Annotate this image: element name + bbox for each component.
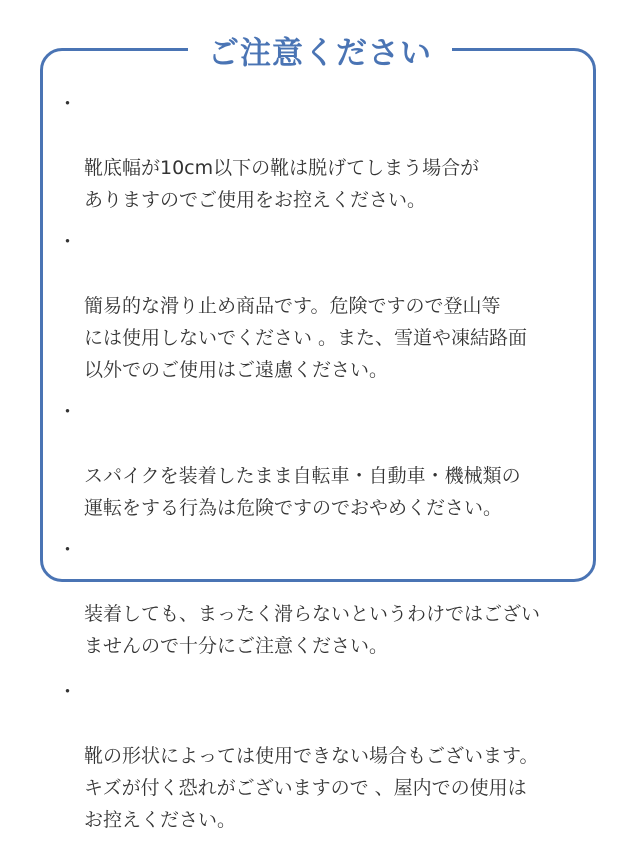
notice-item-3 <box>52 396 592 524</box>
bullet-icon: ・ <box>58 681 78 703</box>
notice-item-text: 靴の形状によっては使用できない場合もございます。 キズが付く恐れがございますので 、屋内での使用は お控えください。 <box>84 745 539 831</box>
notice-list <box>52 88 592 846</box>
bullet-icon: ・ <box>58 539 78 561</box>
notice-title: ご注意ください <box>188 28 452 73</box>
notice-item-text: スパイクを装着したまま自転車・自動車・機械類の 運転をする行為は危険ですのでおやめください。 <box>84 465 521 519</box>
notice-item-text: 装着しても、まったく滑らないというわけではござい ませんので十分にご注意ください。 <box>84 603 541 657</box>
notice-item-4 <box>52 534 592 662</box>
notice-item-text: 靴底幅が10cm以下の靴は脱げてしまう場合が ありますのでご使用をお控えください。 <box>84 157 480 211</box>
bullet-icon: ・ <box>58 231 78 253</box>
notice-item-1 <box>52 88 592 216</box>
bullet-icon: ・ <box>58 401 78 423</box>
bullet-icon: ・ <box>58 93 78 115</box>
notice-item-text: 簡易的な滑り止め商品です。危険ですので登山等 には使用しないでください 。また、雪道や凍結路面 以外でのご使用はご遠慮ください。 <box>84 295 528 381</box>
notice-item-5 <box>52 676 592 836</box>
notice-item-2 <box>52 226 592 386</box>
